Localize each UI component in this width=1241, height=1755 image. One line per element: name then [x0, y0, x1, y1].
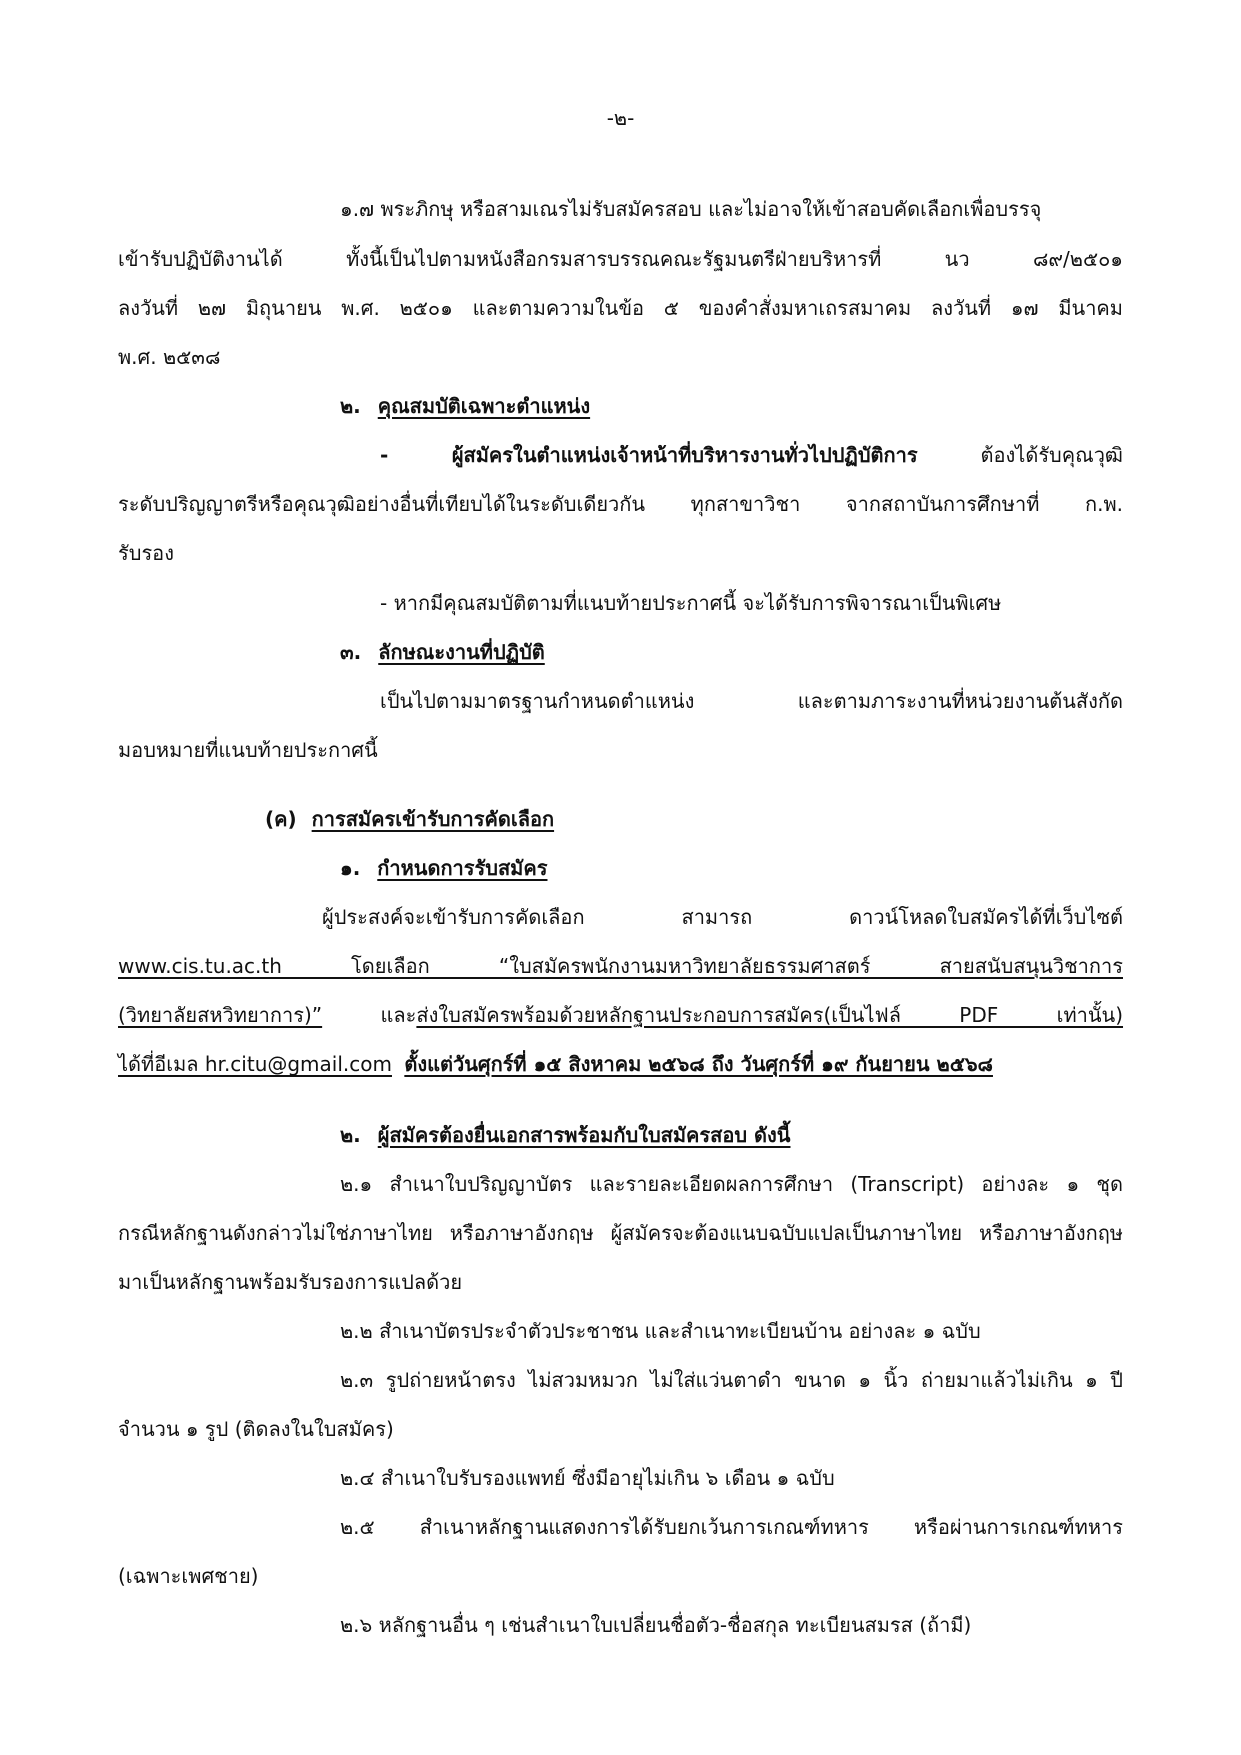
sec3-number: ๓. [340, 640, 362, 664]
c1-line3-submit: ส่งใบสมัครพร้อมด้วยหลักฐานประกอบการสมัคร(เป็นไฟล์ PDF เท่านั้น) [416, 1003, 1124, 1027]
c2-item3-line1: ๒.๓ รูปถ่ายหน้าตรง ไม่สวมหมวก ไม่ใส่แว่นตาดำ ขนาด ๑ นิ้ว ถ่ายมาแล้วไม่เกิน ๑ ปี [340, 1368, 1123, 1392]
c2-item5-line2: (เฉพาะเพศชาย) [118, 1564, 259, 1588]
c2-item2: ๒.๒ สำเนาบัตรประจำตัวประชาชน และสำเนาทะเบียนบ้าน อย่างละ ๑ ฉบับ [340, 1319, 981, 1343]
sec2-position: - ผู้สมัครในตำแหน่งเจ้าหน้าที่บริหารงานทั่วไปปฏิบัติการ [380, 443, 918, 467]
c1-line4 [118, 1051, 993, 1077]
sec2-title: คุณสมบัติเฉพาะตำแหน่ง [377, 394, 591, 418]
c1-line2-website[interactable]: www.cis.tu.ac.th โดยเลือก “ใบสมัครพนักงานมหาวิทยาลัยธรรมศาสตร์ สายสนับสนุนวิชาการ [118, 954, 1123, 978]
page-number: -๒- [606, 106, 635, 130]
sec3-heading [340, 639, 545, 665]
sec3-line2: มอบหมายที่แนบท้ายประกาศนี้ [118, 738, 378, 762]
c1-line3-and: และ [322, 1003, 417, 1027]
c1-application-period: ตั้งแต่วันศุกร์ที่ ๑๕ สิงหาคม ๒๕๖๘ ถึง วันศุกร์ที่ ๑๙ กันยายน ๒๕๖๘ [404, 1052, 993, 1076]
sec2-line2: ระดับปริญญาตรีหรือคุณวุฒิอย่างอื่นที่เทียบได้ในระดับเดียวกัน ทุกสาขาวิชา จากสถาบันการศึกษาที่ ก.พ. [118, 492, 1123, 516]
sec2-line1 [380, 442, 1123, 468]
c1-line3-college: (วิทยาลัยสหวิทยาการ)” [118, 1003, 323, 1027]
c2-item6: ๒.๖ หลักฐานอื่น ๆ เช่นสำเนาใบเปลี่ยนชื่อตัว-ชื่อสกุล ทะเบียนสมรส (ถ้ามี) [340, 1613, 972, 1637]
sec2-number: ๒. [340, 394, 361, 418]
sec1-7-line2: เข้ารับปฏิบัติงานได้ ทั้งนี้เป็นไปตามหนังสือกรมสารบรรณคณะรัฐมนตรีฝ่ายบริหารที่ นว ๘๙/๒๕๐๑ [118, 247, 1123, 271]
c1-line3 [118, 1002, 1123, 1028]
sec1-7-line4: พ.ศ. ๒๕๓๘ [118, 345, 221, 369]
c2-heading [340, 1122, 790, 1148]
sec2-line4: - หากมีคุณสมบัติตามที่แนบท้ายประกาศนี้ จะได้รับการพิจารณาเป็นพิเศษ [380, 591, 1002, 615]
c2-item1-line3: มาเป็นหลักฐานพร้อมรับรองการแปลด้วย [118, 1270, 463, 1294]
partC-heading [265, 806, 554, 832]
sec2-line3: รับรอง [118, 541, 174, 565]
c2-item3-line2: จำนวน ๑ รูป (ติดลงในใบสมัคร) [118, 1417, 394, 1441]
sec3-line1: เป็นไปตามมาตรฐานกำหนดตำแหน่ง และตามภาระงานที่หน่วยงานต้นสังกัด [380, 689, 1123, 713]
c1-heading [340, 855, 547, 881]
c1-title: กำหนดการรับสมัคร [377, 856, 548, 880]
c2-title: ผู้สมัครต้องยื่นเอกสารพร้อมกับใบสมัครสอบ ดังนี้ [377, 1123, 791, 1147]
c2-item5-line1: ๒.๕ สำเนาหลักฐานแสดงการได้รับยกเว้นการเกณฑ์ทหาร หรือผ่านการเกณฑ์ทหาร [340, 1515, 1123, 1539]
c1-email-link[interactable]: ได้ที่อีเมล hr.citu@gmail.com [118, 1052, 392, 1076]
c2-number: ๒. [340, 1123, 361, 1147]
sec3-title: ลักษณะงานที่ปฏิบัติ [378, 640, 545, 664]
sec2-heading [340, 393, 590, 419]
c2-item1-line1: ๒.๑ สำเนาใบปริญญาบัตร และรายละเอียดผลการศึกษา (Transcript) อย่างละ ๑ ชุด [340, 1172, 1123, 1196]
c1-number: ๑. [340, 856, 361, 880]
c2-item4: ๒.๔ สำเนาใบรับรองแพทย์ ซึ่งมีอายุไม่เกิน ๖ เดือน ๑ ฉบับ [340, 1466, 835, 1490]
sec1-7-line1: ๑.๗ พระภิกษุ หรือสามเณรไม่รับสมัครสอบ และไม่อาจให้เข้าสอบคัดเลือกเพื่อบรรจุ [340, 197, 1042, 221]
sec2-line1-rest: ต้องได้รับคุณวุฒิ [917, 443, 1123, 467]
sec1-7-line3: ลงวันที่ ๒๗ มิถุนายน พ.ศ. ๒๕๐๑ และตามความในข้อ ๕ ของคำสั่งมหาเถรสมาคม ลงวันที่ ๑๗ มีนาคม [118, 296, 1123, 320]
c2-item1-line2: กรณีหลักฐานดังกล่าวไม่ใช่ภาษาไทย หรือภาษาอังกฤษ ผู้สมัครจะต้องแนบฉบับแปลเป็นภาษาไทย หรือภาษาอังกฤษ [118, 1221, 1123, 1245]
c1-line1: ผู้ประสงค์จะเข้ารับการคัดเลือก สามารถ ดาวน์โหลดใบสมัครได้ที่เว็บไซต์ [322, 905, 1123, 929]
partC-title: การสมัครเข้ารับการคัดเลือก [311, 807, 555, 831]
partC-label: (ค) [265, 807, 297, 831]
